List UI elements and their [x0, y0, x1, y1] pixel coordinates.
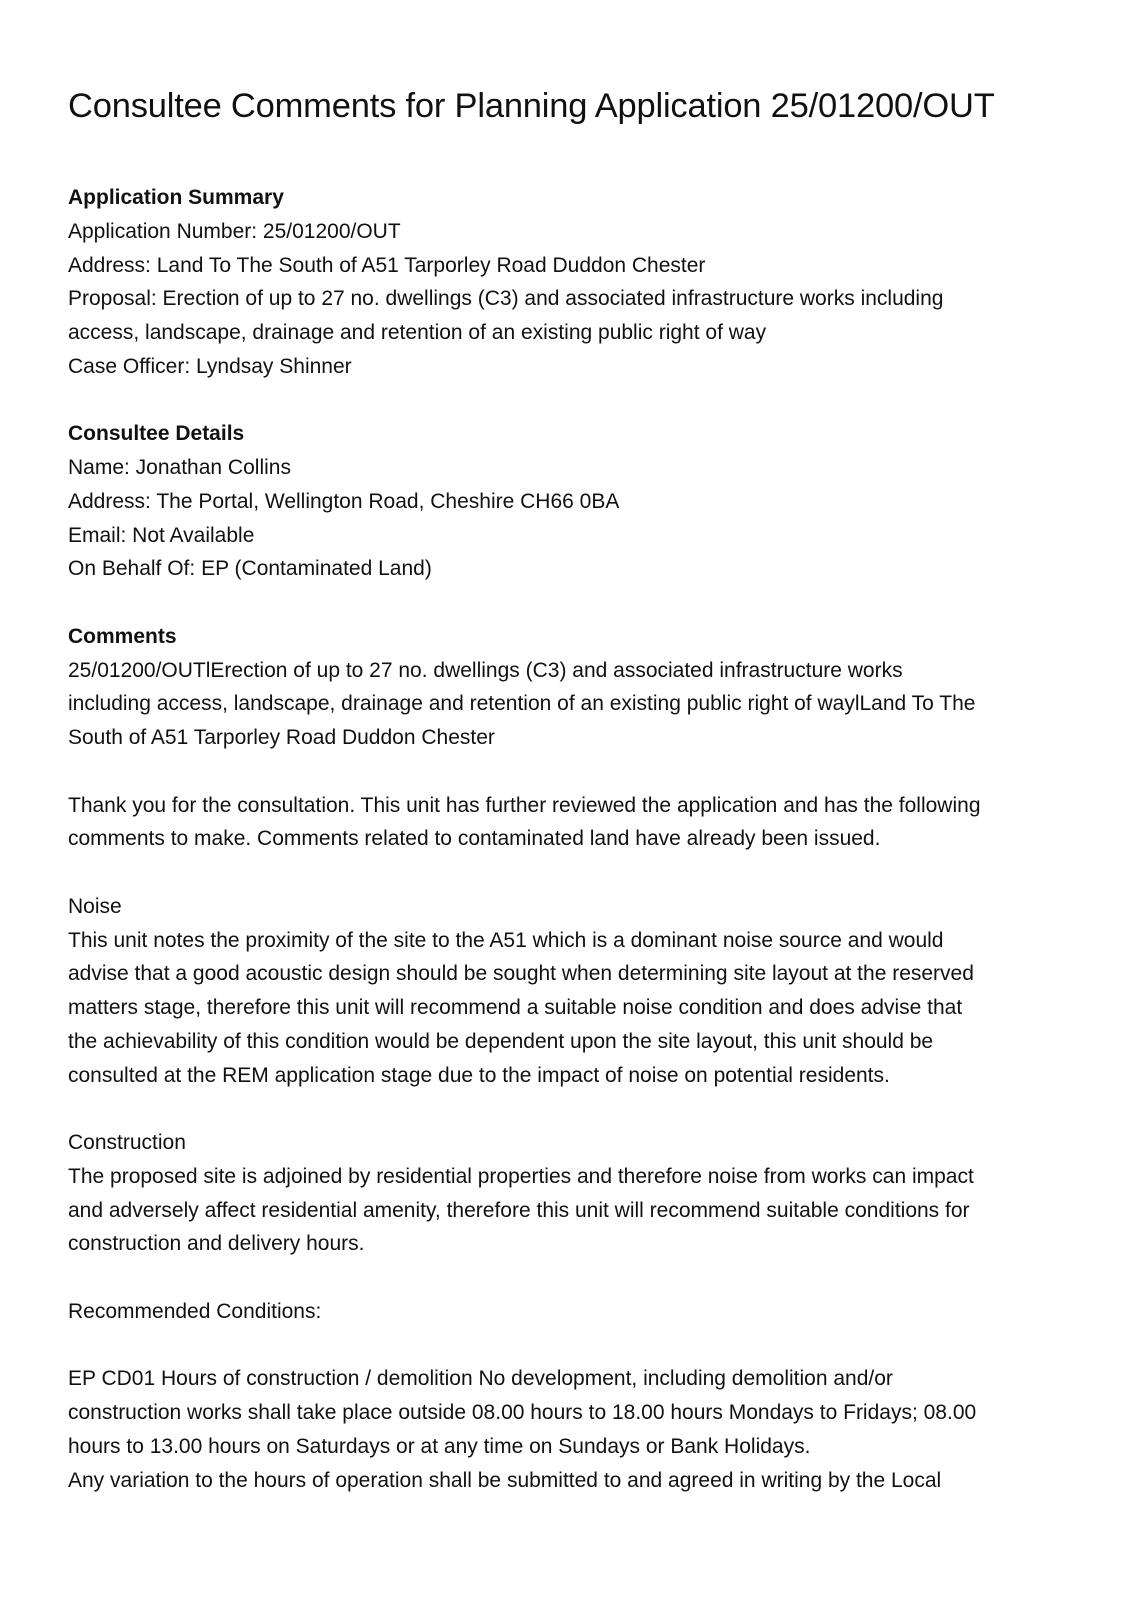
- condition-line: Any variation to the hours of operation shall be submitted to and agreed in writing by the Local: [68, 1468, 942, 1492]
- construction-heading: Construction: [68, 1131, 186, 1154]
- noise-line: the achievability of this condition would be dependent upon the site layout, this unit should be: [68, 1029, 934, 1053]
- consultee-details-section: [68, 417, 1068, 586]
- comment-ref-line: South of A51 Tarporley Road Duddon Chester: [68, 726, 495, 749]
- consultee-email: Email: Not Available: [68, 523, 255, 547]
- condition-line: construction works shall take place outside 08.00 hours to 18.00 hours Mondays to Fridays; 08.00: [68, 1401, 977, 1424]
- application-summary-heading: Application Summary: [68, 186, 284, 209]
- application-number: Application Number: 25/01200/OUT: [68, 219, 401, 243]
- proposal-line: Proposal: Erection of up to 27 no. dwellings (C3) and associated infrastructure works including: [68, 287, 944, 311]
- condition-line: hours to 13.00 hours on Saturdays or at any time on Sundays or Bank Holidays.: [68, 1434, 811, 1458]
- comment-intro-line: comments to make. Comments related to contaminated land have already been issued.: [68, 827, 881, 851]
- condition-line: EP CD01 Hours of construction / demolition No development, including demolition and/or: [68, 1367, 893, 1391]
- page-title: Consultee Comments for Planning Application 25/01200/OUT: [68, 87, 995, 125]
- consultee-address: Address: The Portal, Wellington Road, Cheshire CH66 0BA: [68, 489, 620, 513]
- application-address: Address: Land To The South of A51 Tarporley Road Duddon Chester: [68, 253, 706, 277]
- noise-line: consulted at the REM application stage due to the impact of noise on potential residents.: [68, 1063, 890, 1087]
- recommended-conditions-heading: Recommended Conditions:: [68, 1299, 322, 1323]
- noise-line: matters stage, therefore this unit will recommend a suitable noise condition and does advise that: [68, 996, 963, 1019]
- comments-heading: Comments: [68, 624, 177, 648]
- application-summary-section: [68, 181, 1068, 384]
- construction-line: construction and delivery hours.: [68, 1232, 365, 1256]
- consultee-details-heading: Consultee Details: [68, 422, 245, 446]
- case-officer: Case Officer: Lyndsay Shinner: [68, 354, 352, 378]
- comment-ref-line: 25/01200/OUTlErection of up to 27 no. dwellings (C3) and associated infrastructure works: [68, 658, 903, 682]
- comment-ref-line: including access, landscape, drainage and retention of an existing public right of waylLand To The: [68, 692, 976, 716]
- proposal-line: access, landscape, drainage and retention of an existing public right of way: [68, 321, 767, 344]
- comment-intro-line: Thank you for the consultation. This unit has further reviewed the application and has the following: [68, 793, 981, 817]
- noise-line: This unit notes the proximity of the site to the A51 which is a dominant noise source and would: [68, 928, 944, 952]
- document-body: [68, 181, 1068, 1497]
- noise-line: advise that a good acoustic design should be sought when determining site layout at the reserved: [68, 962, 974, 986]
- consultee-on-behalf-of: On Behalf Of: EP (Contaminated Land): [68, 557, 432, 581]
- comments-section: [68, 620, 1068, 1498]
- construction-line: The proposed site is adjoined by residential properties and therefore noise from works can impact: [68, 1164, 974, 1188]
- noise-heading: Noise: [68, 894, 122, 918]
- consultee-name: Name: Jonathan Collins: [68, 456, 291, 479]
- construction-line: and adversely affect residential amenity, therefore this unit will recommend suitable conditions for: [68, 1198, 970, 1222]
